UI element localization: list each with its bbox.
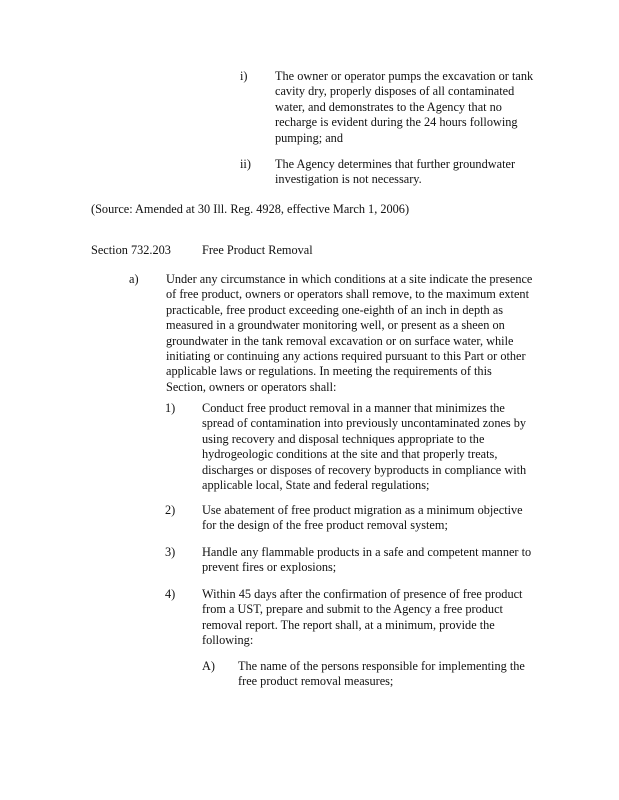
paragraph-marker-2: 2) [165,503,176,517]
text-line: from a UST, prepare and submit to the Agency a free product [202,602,503,617]
paragraph-text-4 [202,587,522,649]
subsection-text-a [166,272,532,395]
text-line: discharges or disposes of recovery byproducts in compliance with [202,462,527,477]
text-line: prevent fires or explosions; [202,560,337,575]
text-line: applicable local, State and federal regulations; [202,478,430,493]
text-line: recharge is evident during the 24 hours following [275,115,518,130]
text-line: The Agency determines that further groundwater [275,157,516,171]
subparagraph-marker-a: A) [202,659,215,673]
text-line: hydrogeologic conditions at the site and that properly treats, [202,447,498,462]
text-line: Use abatement of free product migration as a minimum objective [202,503,523,517]
text-line: Within 45 days after the confirmation of presence of free product [202,587,523,601]
item-marker-ii: ii) [240,157,251,171]
text-line: pumping; and [275,130,343,145]
text-line: removal report. The report shall, at a minimum, provide the [202,617,495,632]
item-text-ii [275,157,515,188]
item-text-i [275,69,533,146]
text-line: using recovery and disposal techniques appropriate to the [202,431,485,446]
section-title: Free Product Removal [202,243,313,257]
subsection-marker-a: a) [129,272,139,286]
source-note-text: (Source: Amended at 30 Ill. Reg. 4928, effective March 1, 2006) [91,202,410,216]
text-line: Section, owners or operators shall: [166,379,337,394]
text-line: of free product, owners or operators shall remove, to the maximum extent [166,287,529,302]
text-line: Conduct free product removal in a manner that minimizes the [202,401,505,415]
paragraph-marker-3: 3) [165,545,176,559]
text-line: applicable laws or regulations. In meeting the requirements of this [166,364,492,379]
source-note [91,202,409,217]
text-line: The name of the persons responsible for implementing the [238,659,525,673]
text-line: water, and demonstrates to the Agency that no [275,99,502,114]
text-line: Under any circumstance in which conditions at a site indicate the presence [166,272,533,286]
text-line: free product removal measures; [238,674,394,689]
paragraph-marker-1: 1) [165,401,176,415]
text-line: groundwater in the tank removal excavation or on surface water, while [166,333,514,348]
text-line: initiating or continuing any actions required pursuant to this Part or other [166,349,526,364]
subparagraph-text-a [238,659,525,690]
item-marker-i: i) [240,69,248,83]
text-line: measured in a groundwater monitoring well, or present as a sheen on [166,318,505,333]
paragraph-text-1 [202,401,526,493]
section-number: Section 732.203 [91,243,171,257]
text-line: spread of contamination into previously uncontaminated zones by [202,416,527,431]
paragraph-text-3 [202,545,531,576]
paragraph-text-2 [202,503,523,534]
text-line: for the design of the free product removal system; [202,518,448,533]
text-line: The owner or operator pumps the excavation or tank [275,69,534,83]
text-line: investigation is not necessary. [275,172,422,187]
paragraph-marker-4: 4) [165,587,176,601]
text-line: practicable, free product exceeding one-eighth of an inch in depth as [166,302,503,317]
text-line: Handle any flammable products in a safe and competent manner to [202,545,532,559]
text-line: following: [202,633,254,648]
text-line: cavity dry, properly disposes of all contaminated [275,84,515,99]
